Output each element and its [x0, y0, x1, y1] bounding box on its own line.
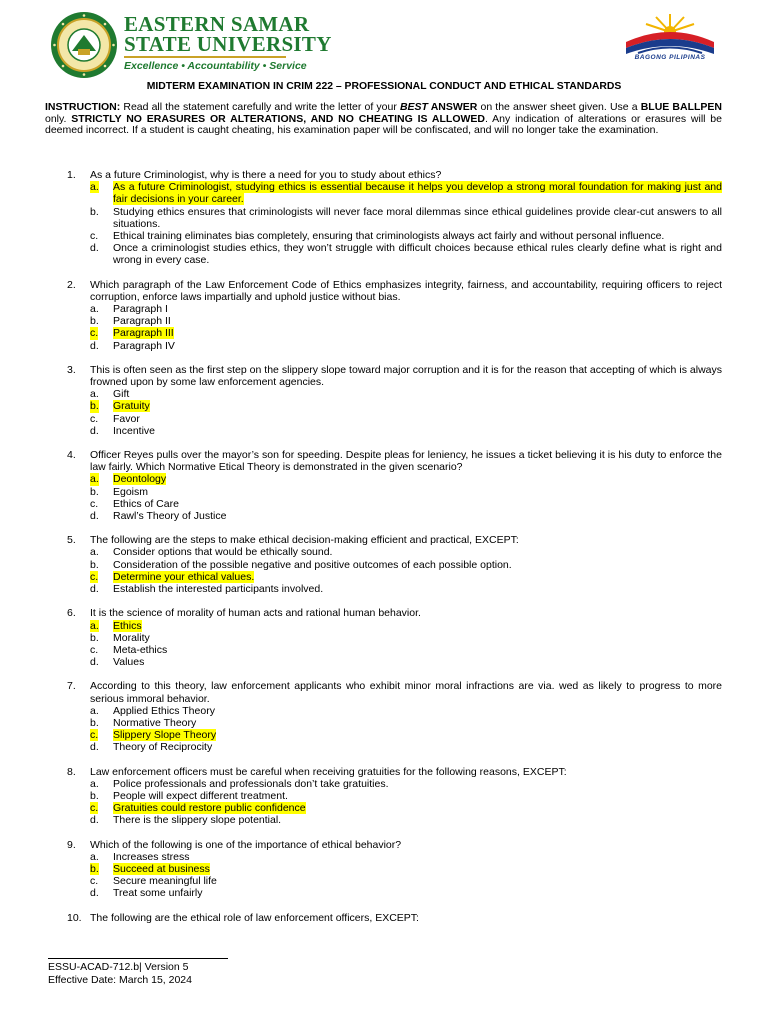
answer-option — [90, 875, 722, 887]
question-list — [45, 169, 722, 936]
option-text: Gift — [113, 388, 130, 401]
option-letter: c. — [90, 802, 99, 815]
answer-option — [90, 510, 722, 522]
question-text: As a future Criminologist, why is there a need for you to study about ethics? — [90, 169, 442, 181]
question-text: It is the science of morality of human acts and rational human behavior. — [90, 607, 421, 620]
option-letter: a. — [90, 181, 99, 194]
question-number: 8. — [67, 765, 76, 778]
option-letter: a. — [90, 473, 99, 486]
option-text: Theory of Reciprocity — [113, 741, 213, 754]
option-letter: b. — [90, 789, 99, 802]
question-item — [45, 839, 722, 900]
question-number: 4. — [67, 449, 76, 462]
question-number: 1. — [67, 169, 76, 181]
question-text: Which paragraph of the Law Enforcement Code of Ethics emphasizes integrity, fairness, and accountability, requiring officers to reject corruption, enforce laws impartially and uphold justice without bias. — [90, 278, 722, 303]
answer-option — [90, 425, 722, 437]
option-letter: c. — [90, 230, 99, 243]
highlighted-answer-text: Determine your ethical values. — [113, 570, 255, 583]
option-text: People will expect different treatment. — [113, 789, 288, 802]
question-number: 9. — [67, 838, 76, 851]
answer-options — [90, 851, 722, 900]
option-text: Egoism — [113, 485, 149, 498]
option-text: Once a criminologist studies ethics, they won’t struggle with difficult choices because ethical rules clearly define what is right and wrong in every case. — [113, 242, 722, 267]
option-text: Police professionals and professionals don’t take gratuities. — [113, 777, 389, 790]
exam-title: MIDTERM EXAMINATION IN CRIM 222 – PROFESSIONAL CONDUCT AND ETHICAL STANDARDS — [146, 81, 622, 92]
answer-options — [90, 473, 722, 522]
option-letter: d. — [90, 887, 99, 900]
answer-option — [90, 814, 722, 826]
document-footer — [48, 958, 348, 987]
university-name-block — [124, 14, 332, 72]
option-letter: a. — [90, 388, 99, 401]
answer-option — [90, 778, 722, 790]
instruction-blue-ballpen: BLUE BALLPEN — [640, 101, 722, 113]
university-name-divider — [124, 56, 286, 58]
option-letter: d. — [90, 583, 99, 596]
option-letter: b. — [90, 400, 99, 413]
option-letter: a. — [90, 303, 99, 316]
answer-option — [90, 729, 722, 741]
answer-options — [90, 388, 722, 437]
question-item — [45, 680, 722, 753]
answer-option — [90, 656, 722, 668]
question-item — [45, 766, 722, 827]
option-letter: d. — [90, 741, 99, 754]
option-text: Ethical training eliminates bias completely, ensuring that criminologists always act fairly and without personal influence. — [113, 230, 665, 243]
option-letter: b. — [90, 485, 99, 498]
bagong-pilipinas-text: BAGONG PILIPINAS — [634, 54, 706, 61]
option-letter: b. — [90, 716, 99, 729]
answer-option — [90, 242, 722, 266]
option-text: Paragraph II — [113, 315, 171, 328]
answer-option — [90, 546, 722, 558]
option-letter: b. — [90, 862, 99, 875]
option-letter: c. — [90, 729, 99, 742]
option-text: Paragraph I — [113, 303, 168, 316]
answer-option — [90, 620, 722, 632]
question-text: The following are the ethical role of law enforcement officers, EXCEPT: — [90, 911, 419, 924]
instruction-answer: ANSWER — [427, 101, 478, 113]
answer-option — [90, 340, 722, 352]
option-letter: a. — [90, 850, 99, 863]
option-text: Applied Ethics Theory — [113, 704, 215, 717]
option-letter: b. — [90, 315, 99, 328]
answer-option — [90, 571, 722, 583]
answer-option — [90, 644, 722, 656]
option-text: Favor — [113, 412, 140, 425]
answer-option — [90, 863, 722, 875]
answer-options — [90, 620, 722, 669]
question-text: The following are the steps to make ethical decision-making efficient and practical, EXCEPT: — [90, 534, 519, 547]
option-letter: b. — [90, 205, 99, 218]
option-letter: d. — [90, 656, 99, 669]
document-header — [0, 0, 768, 76]
option-text: Ethics of Care — [113, 497, 179, 510]
question-item — [45, 912, 722, 924]
option-text: Studying ethics ensures that criminologists will never face moral dilemmas since ethical guidelines provide clear-cut answers to all situations. — [113, 205, 722, 230]
option-text: Paragraph IV — [113, 339, 175, 352]
option-text: Treat some unfairly — [113, 887, 203, 900]
instruction-text-4: . Any indication of alterations or erasures will be deemed incorrect. If a student is caught cheating, his examination paper will be confiscated, and will no longer take the examination. — [45, 112, 722, 137]
question-number: 3. — [67, 363, 76, 376]
question-number: 10. — [67, 911, 82, 924]
university-seal-icon — [50, 11, 118, 79]
highlighted-answer-text: Ethics — [113, 619, 142, 632]
question-item — [45, 279, 722, 352]
highlighted-answer-text: Succeed at business — [113, 862, 210, 875]
question-text: This is often seen as the first step on the slippery slope toward major corruption and it is for the reason that accepting of which is always frowned upon by some law enforcement agencies. — [90, 363, 722, 389]
highlighted-answer-text: Slippery Slope Theory — [113, 729, 217, 742]
question-number: 2. — [67, 278, 76, 291]
option-letter: d. — [90, 814, 99, 827]
highlighted-answer-text: Gratuities could restore public confidence — [113, 802, 306, 815]
answer-option — [90, 413, 722, 425]
option-text: Establish the interested participants involved. — [113, 583, 324, 596]
question-text: Officer Reyes pulls over the mayor’s son for speeding. Despite pleas for leniency, he issues a ticket believing it is his duty to enforce the law fairly. Which Normative Etical Theory is demonstrated in the given scenario? — [90, 449, 722, 474]
option-letter: d. — [90, 510, 99, 523]
answer-option — [90, 498, 722, 510]
answer-option — [90, 717, 722, 729]
question-text: Law enforcement officers must be careful when receiving gratuities for the following reasons, EXCEPT: — [90, 765, 567, 778]
option-letter: d. — [90, 339, 99, 352]
university-name-line2: STATE UNIVERSITY — [124, 32, 332, 56]
option-letter: c. — [90, 497, 99, 510]
option-letter: b. — [90, 558, 99, 571]
option-text: Meta-ethics — [113, 643, 168, 656]
option-letter: a. — [90, 546, 99, 559]
option-letter: a. — [90, 619, 99, 632]
answer-option — [90, 303, 722, 315]
instruction-text-1: Read all the statement carefully and write the letter of your — [120, 101, 400, 113]
highlighted-answer-text: Paragraph III — [113, 327, 174, 340]
university-motto: Excellence • Accountability • Service — [124, 60, 307, 72]
option-letter: c. — [90, 570, 99, 583]
option-text: There is the slippery slope potential. — [113, 814, 282, 827]
answer-option — [90, 741, 722, 753]
answer-option — [90, 851, 722, 863]
answer-option — [90, 230, 722, 242]
answer-option — [90, 327, 722, 339]
answer-options — [90, 705, 722, 754]
answer-option — [90, 705, 722, 717]
question-item — [45, 534, 722, 595]
option-letter: c. — [90, 412, 99, 425]
option-letter: c. — [90, 875, 99, 888]
answer-options — [90, 303, 722, 352]
instruction-text-2: on the answer sheet given. Use a — [477, 101, 641, 113]
question-item — [45, 449, 722, 522]
option-letter: a. — [90, 777, 99, 790]
answer-option — [90, 400, 722, 412]
answer-option — [90, 790, 722, 802]
question-text: Which of the following is one of the importance of ethical behavior? — [90, 838, 402, 851]
option-letter: c. — [90, 643, 99, 656]
question-item — [45, 607, 722, 668]
instruction-text-3: only. — [45, 112, 72, 125]
option-letter: d. — [90, 242, 99, 255]
question-number: 7. — [67, 680, 76, 693]
instruction-strict: STRICTLY NO ERASURES OR ALTERATIONS, AND NO CHEATING IS ALLOWED — [71, 112, 485, 125]
question-item — [45, 169, 722, 267]
answer-option — [90, 559, 722, 571]
answer-options — [90, 546, 722, 595]
answer-option — [90, 388, 722, 400]
answer-option — [90, 632, 722, 644]
option-letter: d. — [90, 424, 99, 437]
option-text: Rawl’s Theory of Justice — [113, 510, 227, 523]
footer-rule — [48, 958, 228, 959]
option-letter: a. — [90, 704, 99, 717]
option-text: Morality — [113, 631, 150, 644]
footer-doc-code: ESSU-ACAD-712.b| Version 5 — [48, 961, 189, 973]
answer-option — [90, 583, 722, 595]
answer-option — [90, 315, 722, 327]
answer-option — [90, 887, 722, 899]
option-letter: b. — [90, 631, 99, 644]
instruction-label: INSTRUCTION: — [45, 101, 121, 113]
answer-option — [90, 181, 722, 205]
highlighted-answer-text: As a future Criminologist, studying ethics is essential because it helps you develop a strong moral foundation for making just and fair decisions in your career. — [113, 181, 722, 206]
option-text: Consideration of the possible negative and positive outcomes of each possible option. — [113, 558, 512, 571]
answer-option — [90, 802, 722, 814]
answer-options — [90, 181, 722, 266]
option-letter: c. — [90, 327, 99, 340]
option-text: Secure meaningful life — [113, 875, 217, 888]
university-name-line1: EASTERN SAMAR — [124, 12, 310, 36]
option-text: Values — [113, 656, 145, 669]
option-text: Normative Theory — [113, 716, 197, 729]
question-number: 6. — [67, 607, 76, 620]
option-text: Incentive — [113, 424, 156, 437]
answer-option — [90, 206, 722, 230]
highlighted-answer-text: Gratuity — [113, 400, 150, 413]
answer-option — [90, 473, 722, 485]
question-item — [45, 364, 722, 437]
footer-effective-date: Effective Date: March 15, 2024 — [48, 974, 192, 986]
answer-options — [90, 778, 722, 827]
answer-option — [90, 486, 722, 498]
question-text: According to this theory, law enforcement applicants who exhibit minor moral infractions are via. wed as likely to progress to more serious immoral behavior. — [90, 680, 722, 705]
highlighted-answer-text: Deontology — [113, 473, 167, 486]
option-text: Consider options that would be ethically sound. — [113, 546, 333, 559]
instruction-best: BEST — [399, 101, 428, 113]
option-text: Increases stress — [113, 850, 190, 863]
instruction-paragraph — [45, 102, 722, 137]
question-number: 5. — [67, 534, 76, 547]
